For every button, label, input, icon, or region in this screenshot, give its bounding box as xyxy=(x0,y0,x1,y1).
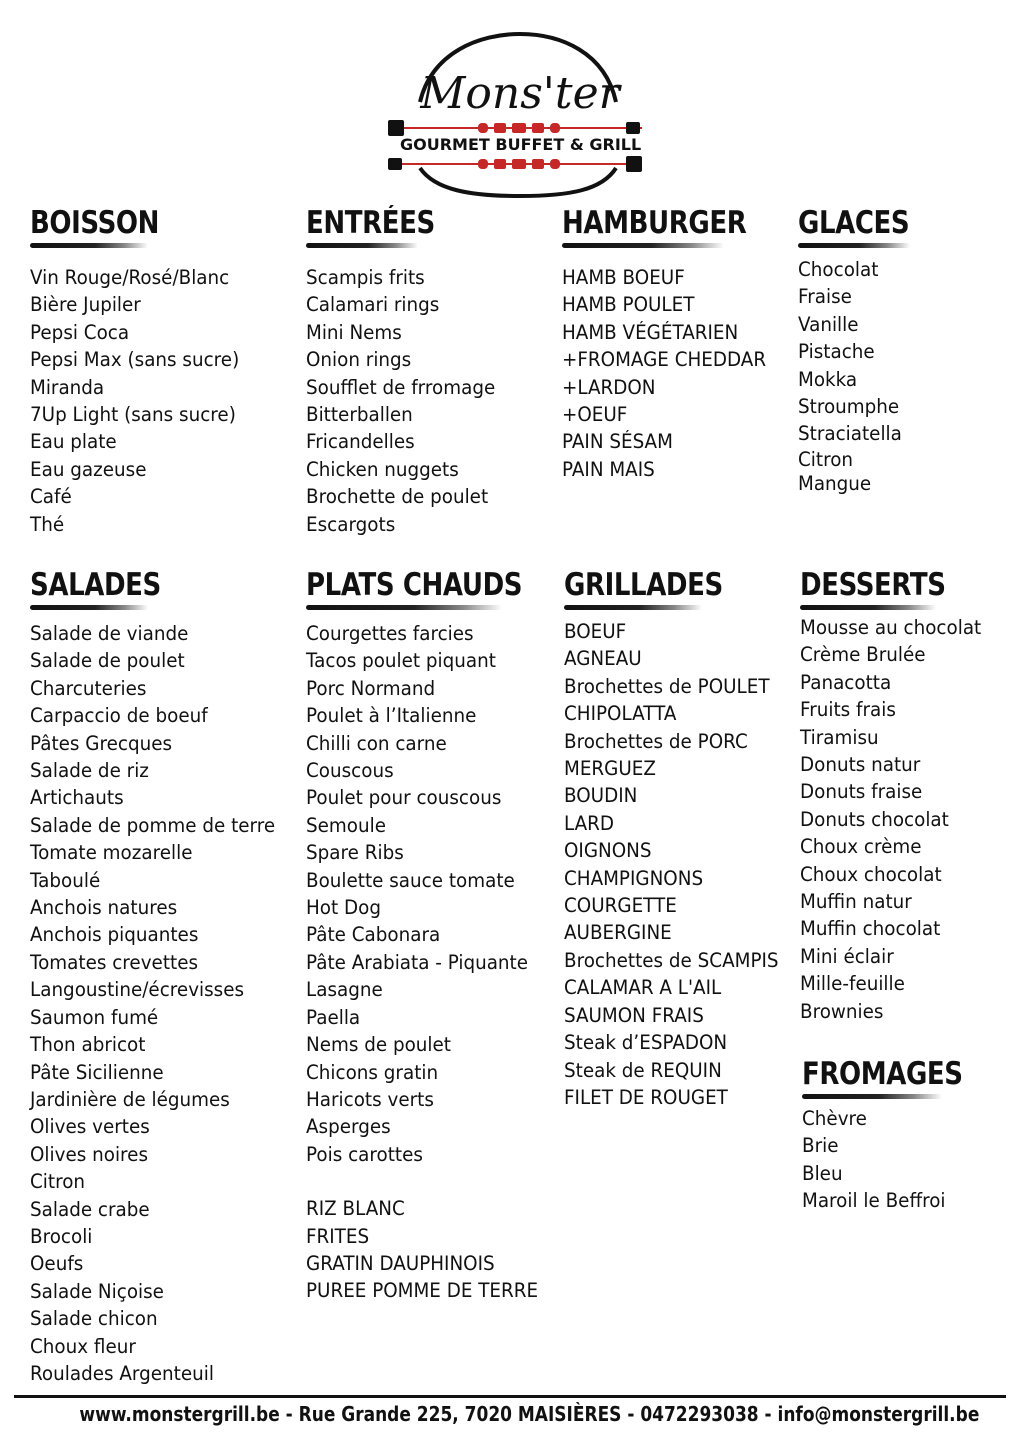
logo-subtitle: GOURMET BUFFET & GRILL xyxy=(400,135,642,154)
list-item: Choux chocolat xyxy=(800,862,942,886)
list-item: HAMB BOEUF xyxy=(562,266,685,289)
list-item: Citron xyxy=(798,447,854,471)
list-item: Mini éclair xyxy=(800,944,894,968)
list-item: Lasagne xyxy=(306,978,383,1002)
heading-underline xyxy=(306,243,418,248)
list-item: Straciatella xyxy=(798,422,902,446)
list-item: Brocoli xyxy=(30,1224,93,1248)
list-item: Steak de REQUIN xyxy=(564,1058,722,1082)
section-plats-chauds xyxy=(306,566,563,1305)
list-item: OIGNONS xyxy=(564,839,652,863)
list-item: Chèvre xyxy=(802,1107,867,1130)
list-item: PAIN SÉSAM xyxy=(562,430,673,454)
list-item: Paella xyxy=(306,1005,361,1029)
list-item: CALAMAR A L'AIL xyxy=(564,976,722,1000)
list-item: Salade de riz xyxy=(30,759,149,783)
list-item: Mokka xyxy=(798,367,858,391)
list-item: Pois carottes xyxy=(306,1142,423,1166)
heading-underline xyxy=(802,1094,942,1099)
list-item: Muffin chocolat xyxy=(800,917,941,941)
item-list xyxy=(802,1105,993,1215)
list-item: +OEUF xyxy=(562,403,628,427)
list-item: Poulet pour couscous xyxy=(306,786,502,810)
list-item: GRATIN DAUPHINOIS xyxy=(306,1251,495,1275)
heading-underline xyxy=(564,605,702,610)
list-item: Tacos poulet piquant xyxy=(306,649,496,673)
list-item: Brochette de poulet xyxy=(306,485,489,509)
list-item: Mangue xyxy=(798,471,872,495)
list-item: 7Up Light (sans sucre) xyxy=(30,403,236,427)
list-item: Donuts chocolat xyxy=(800,807,949,831)
list-item: LARD xyxy=(564,811,615,835)
list-item: Roulades Argenteuil xyxy=(30,1361,214,1385)
list-item: Tomate mozarelle xyxy=(30,841,193,865)
list-item: Brochettes de POULET xyxy=(564,674,770,698)
heading-underline xyxy=(30,243,148,248)
heading-underline xyxy=(798,243,910,248)
list-item: Taboulé xyxy=(30,868,101,892)
list-item: COURGETTE xyxy=(564,894,677,918)
list-item: MERGUEZ xyxy=(564,757,656,781)
item-list xyxy=(30,620,291,1387)
list-item: Salade de viande xyxy=(30,622,189,645)
list-item: Tiramisu xyxy=(800,725,879,749)
list-item: FILET DE ROUGET xyxy=(564,1085,728,1109)
list-item: Salade chicon xyxy=(30,1307,158,1331)
list-item: Spare Ribs xyxy=(306,841,404,865)
list-item: Bleu xyxy=(802,1161,843,1185)
list-item: Brochettes de PORC xyxy=(564,729,748,753)
section-title: GLACES xyxy=(798,205,910,241)
list-item: Tomates crevettes xyxy=(30,950,199,974)
list-item: Chicons gratin xyxy=(306,1060,439,1084)
list-item: Eau plate xyxy=(30,430,117,454)
list-item: AGNEAU xyxy=(564,647,642,671)
list-item: +FROMAGE CHEDDAR xyxy=(562,348,767,372)
list-item: Crème Brulée xyxy=(800,643,926,667)
list-item: Chilli con carne xyxy=(306,731,447,755)
list-item: Donuts natur xyxy=(800,753,921,777)
list-item: Nems de poulet xyxy=(306,1033,451,1057)
list-item: Pepsi Max (sans sucre) xyxy=(30,348,240,372)
list-item: Calamari rings xyxy=(306,293,440,317)
list-item: Thon abricot xyxy=(30,1033,146,1057)
section-glaces xyxy=(798,204,930,496)
list-item: Fraise xyxy=(798,285,852,309)
item-list xyxy=(30,264,253,538)
list-item: Mille-feuille xyxy=(800,972,905,996)
restaurant-logo xyxy=(380,30,650,200)
list-item: Brownies xyxy=(800,999,884,1023)
list-item: Artichauts xyxy=(30,786,124,810)
list-item: Pistache xyxy=(798,340,875,364)
list-item: RIZ BLANC xyxy=(306,1197,405,1221)
list-item: BOUDIN xyxy=(564,784,638,808)
section-title: GRILLADES xyxy=(564,567,723,603)
list-item: Choux crème xyxy=(800,835,922,859)
list-item: Semoule xyxy=(306,813,386,837)
section-title: ENTRÉES xyxy=(306,205,435,241)
list-item: Jardinière de légumes xyxy=(30,1087,230,1111)
list-item: Escargots xyxy=(306,512,396,536)
list-item: Asperges xyxy=(306,1115,391,1139)
list-item: Muffin natur xyxy=(800,890,912,914)
list-item: HAMB POULET xyxy=(562,293,695,317)
section-title: SALADES xyxy=(30,567,161,603)
section-title: FROMAGES xyxy=(802,1056,963,1092)
list-item: Langoustine/écrevisses xyxy=(30,978,245,1002)
item-list xyxy=(800,614,993,1025)
item-list xyxy=(562,264,781,483)
list-item: Mousse au chocolat xyxy=(800,616,982,639)
list-item: Vanille xyxy=(798,312,859,336)
list-item: Fruits frais xyxy=(800,698,896,722)
list-item: Salade crabe xyxy=(30,1197,150,1221)
footer-contact xyxy=(0,1401,1020,1427)
list-item: Café xyxy=(30,485,72,509)
list-item: Steak d’ESPADON xyxy=(564,1031,728,1055)
section-desserts xyxy=(800,566,993,1025)
list-item: Chocolat xyxy=(798,258,879,281)
list-item: Pâte Arabiata - Piquante xyxy=(306,950,529,974)
section-title: BOISSON xyxy=(30,205,160,241)
list-item: Maroil le Beffroi xyxy=(802,1189,946,1213)
section-title: DESSERTS xyxy=(800,567,946,603)
heading-underline xyxy=(800,605,936,610)
list-item: Courgettes farcies xyxy=(306,622,474,645)
list-item: Pâte Cabonara xyxy=(306,923,441,947)
item-list xyxy=(306,264,507,538)
list-item: Oeufs xyxy=(30,1252,84,1276)
list-item: Charcuteries xyxy=(30,676,147,700)
list-item: Scampis frits xyxy=(306,266,425,289)
list-item: Miranda xyxy=(30,375,105,399)
list-item: Olives vertes xyxy=(30,1115,150,1139)
list-item: Salade de poulet xyxy=(30,649,185,673)
list-item: Poulet à l’Italienne xyxy=(306,704,477,728)
section-fromages xyxy=(802,1055,993,1215)
section-grillades xyxy=(564,566,792,1111)
list-item: Vin Rouge/Rosé/Blanc xyxy=(30,266,230,289)
list-item: Stroumphe xyxy=(798,395,900,419)
footer-contact-text: www.monstergrill.be - Rue Grande 225, 7020 MAISIÈRES - 0472293038 - info@monstergrill.be xyxy=(79,1402,980,1426)
list-item: Donuts fraise xyxy=(800,780,923,804)
list-item: BOEUF xyxy=(564,620,627,643)
list-item: FRITES xyxy=(306,1224,370,1248)
list-item: Carpaccio de boeuf xyxy=(30,704,208,728)
list-item: HAMB VÉGÉTARIEN xyxy=(562,320,739,344)
list-item: Salade de pomme de terre xyxy=(30,813,276,837)
section-hamburger xyxy=(562,204,781,483)
list-item: Hot Dog xyxy=(306,896,381,920)
list-item: Porc Normand xyxy=(306,676,436,700)
list-item: Thé xyxy=(30,512,65,536)
logo-title: Mons'ter xyxy=(420,68,620,119)
list-item: Pâte Sicilienne xyxy=(30,1060,164,1084)
section-title: PLATS CHAUDS xyxy=(306,567,523,603)
section-title: HAMBURGER xyxy=(562,205,747,241)
section-entrees xyxy=(306,204,507,538)
list-item: Salade Niçoise xyxy=(30,1279,164,1303)
list-item: Mini Nems xyxy=(306,320,402,344)
heading-underline xyxy=(562,243,724,248)
footer-divider xyxy=(14,1395,1006,1398)
list-item: Brie xyxy=(802,1134,839,1158)
list-spacer xyxy=(306,1168,548,1195)
section-salades xyxy=(30,566,291,1387)
list-item: Soufflet de frromage xyxy=(306,375,496,399)
heading-underline xyxy=(306,605,502,610)
list-item: Boulette sauce tomate xyxy=(306,868,515,892)
list-item: Pepsi Coca xyxy=(30,320,130,344)
list-item: CHIPOLATTA xyxy=(564,702,677,726)
list-item: Olives noires xyxy=(30,1142,148,1166)
list-item: Brochettes de SCAMPIS xyxy=(564,948,779,972)
list-item: Anchois natures xyxy=(30,896,178,920)
list-item: SAUMON FRAIS xyxy=(564,1003,704,1027)
list-item: Eau gazeuse xyxy=(30,457,147,481)
heading-underline xyxy=(30,605,148,610)
list-item: Panacotta xyxy=(800,670,892,694)
list-item: Pâtes Grecques xyxy=(30,731,173,755)
list-item: Choux fleur xyxy=(30,1334,136,1358)
list-item: Bitterballen xyxy=(306,403,413,427)
item-list xyxy=(306,620,563,1305)
item-list xyxy=(564,618,792,1111)
list-item: +LARDON xyxy=(562,375,656,399)
list-item: Anchois piquantes xyxy=(30,923,199,947)
list-item: PAIN MAIS xyxy=(562,457,655,481)
list-item: Haricots verts xyxy=(306,1087,434,1111)
list-item: Onion rings xyxy=(306,348,412,372)
list-item: CHAMPIGNONS xyxy=(564,866,704,890)
list-item: Fricandelles xyxy=(306,430,415,454)
section-boisson xyxy=(30,204,253,538)
list-item: Bière Jupiler xyxy=(30,293,141,317)
item-list xyxy=(798,256,930,496)
list-item: Chicken nuggets xyxy=(306,457,459,481)
list-item: Citron xyxy=(30,1170,86,1194)
list-item: AUBERGINE xyxy=(564,921,672,945)
list-item: Couscous xyxy=(306,759,394,783)
list-item: PUREE POMME DE TERRE xyxy=(306,1279,539,1303)
list-item: Saumon fumé xyxy=(30,1005,159,1029)
